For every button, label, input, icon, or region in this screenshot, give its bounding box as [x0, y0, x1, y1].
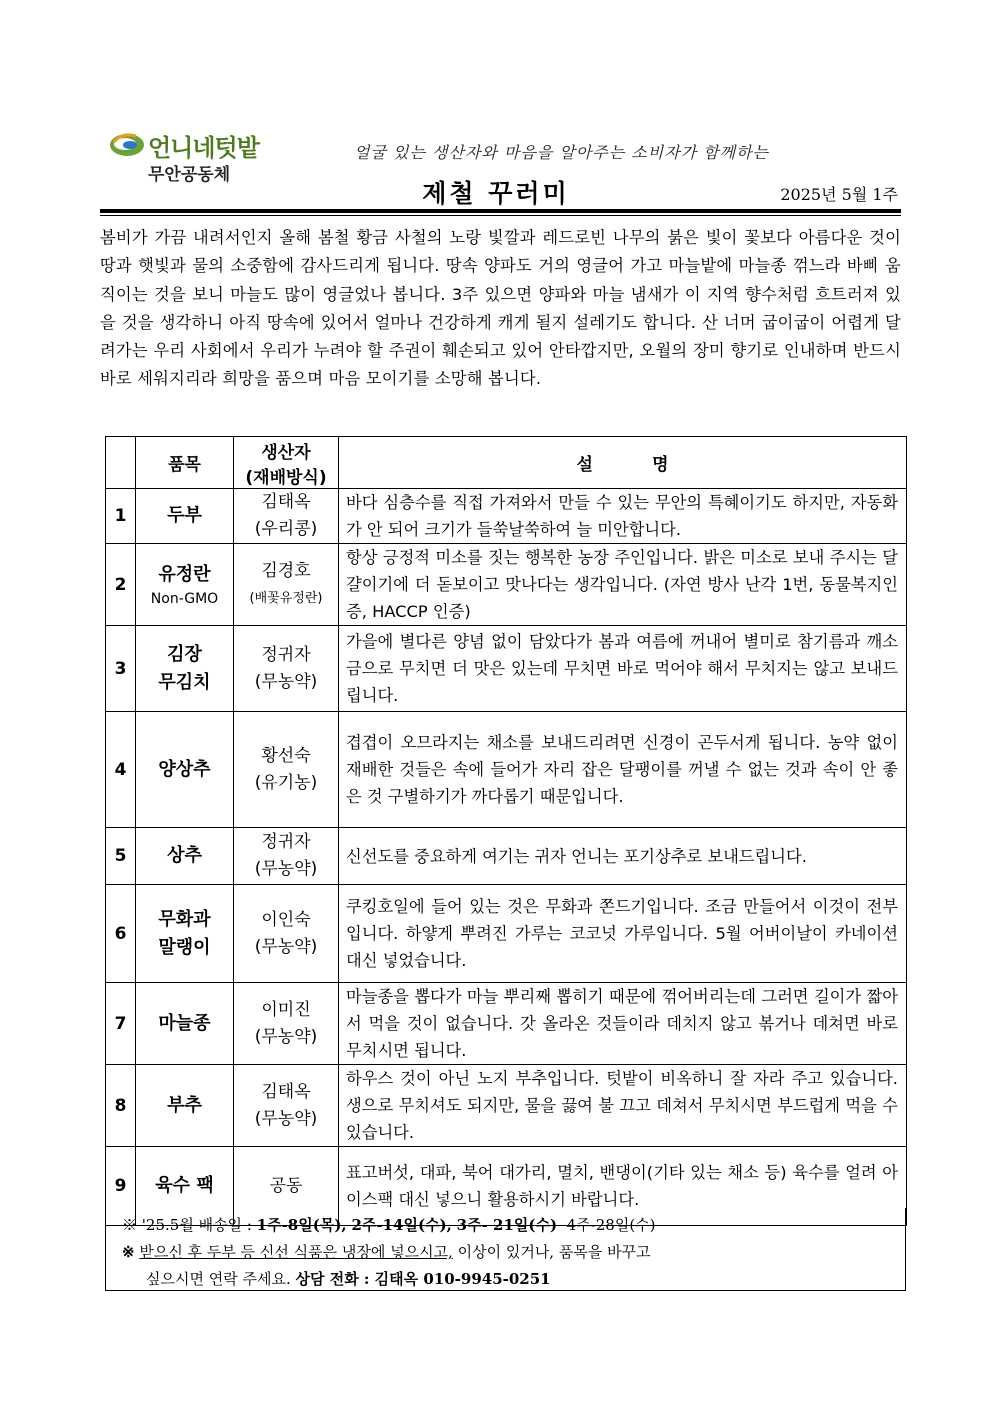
producer-name: 김경호: [261, 560, 311, 581]
item-name-cell: [136, 544, 234, 626]
brand-name: 언니네텃밭: [148, 133, 259, 162]
header-item: 품목: [136, 437, 234, 489]
producer-name: 이인숙: [261, 909, 311, 930]
header-rule-thin: [100, 215, 901, 216]
item-name: 부추: [167, 1094, 202, 1116]
item-description: 신선도를 중요하게 여기는 귀자 언니는 포기상추로 보내드립니다.: [339, 828, 907, 885]
page-title: 제철 꾸러미: [422, 179, 570, 208]
header-number: [106, 437, 136, 489]
delivery-week4: 4주-28일(수): [566, 1216, 656, 1234]
delivery-schedule: [122, 1214, 656, 1235]
producer-name: 황선숙: [261, 745, 311, 766]
item-note: Non-GMO: [150, 590, 219, 607]
table-row: [106, 885, 907, 983]
item-description: 항상 긍정적 미소를 짓는 행복한 농장 주인입니다. 밝은 미소로 보내 주시는 달걀이기에 더 돋보이고 맛나다는 생각입니다. (자연 방사 난각 1번, 동물복지인증, HACCP 인증): [339, 544, 907, 626]
table-row: [106, 712, 907, 828]
item-name: 두부: [167, 505, 202, 526]
item-name-cell: [136, 983, 234, 1065]
note-mark: ※: [122, 1216, 138, 1234]
producer-cell: [234, 885, 339, 983]
item-name: 말랭이: [158, 936, 211, 958]
item-name: 상추: [167, 845, 202, 866]
storage-notice-rest: 이상이 있거나, 품목을 바꾸고: [452, 1243, 651, 1261]
producer-name: 공동: [269, 1175, 303, 1196]
header-description: 설 명: [339, 437, 907, 489]
item-number: 1: [106, 489, 136, 544]
item-name: 무화과: [158, 908, 211, 930]
table-row: [106, 544, 907, 626]
farming-method: (무농약): [254, 1026, 318, 1047]
table-row: [106, 1065, 907, 1147]
item-number: 9: [106, 1147, 136, 1226]
delivery-week3: 3주- 21일(수): [456, 1216, 558, 1234]
note-mark-2: ※: [122, 1243, 135, 1261]
farming-method: (우리콩): [254, 519, 318, 539]
item-name-cell: [136, 828, 234, 885]
item-name-cell: [136, 1065, 234, 1147]
contact-phone: 상담 전화 : 김태옥 010-9945-0251: [295, 1270, 551, 1288]
item-name: 무김치: [158, 671, 211, 693]
item-name-cell: [136, 712, 234, 828]
table-row: [106, 983, 907, 1065]
producer-cell: [234, 712, 339, 828]
item-description: 겹겹이 오므라지는 채소를 보내드리려면 신경이 곤두서게 됩니다. 농약 없이 재배한 것들은 속에 들어가 자리 잡은 달팽이를 꺼낼 수 없는 것과 속이 안 좋은 것 구별하기가 까다롭기 때문입니다.: [339, 712, 907, 828]
brand-subtitle: 무안공동체: [148, 165, 231, 185]
producer-cell: [234, 828, 339, 885]
item-number: 3: [106, 626, 136, 712]
item-name-cell: [136, 626, 234, 712]
item-number: 2: [106, 544, 136, 626]
producer-name: 김태옥: [261, 492, 311, 512]
table-row: [106, 489, 907, 544]
item-description: 가을에 별다른 양념 없이 담았다가 봄과 여름에 꺼내어 별미로 참기름과 깨소금으로 무치면 더 맛은 있는데 무치면 바로 먹어야 해서 무치지는 않고 보내드립니다.: [339, 626, 907, 712]
delivery-week2: 2주-14일(수),: [351, 1216, 452, 1234]
contact-request: 싶으시면 연락 주세요.: [146, 1270, 291, 1288]
item-description: 바다 심층수를 직접 가져와서 만들 수 있는 무안의 특혜이기도 하지만, 자동화가 안 되어 크기가 들쑥날쑥하여 늘 미안합니다.: [339, 489, 907, 544]
producer-cell: [234, 983, 339, 1065]
item-number: 4: [106, 712, 136, 828]
intro-paragraph: 봄비가 가끔 내려서인지 올해 봄철 황금 사철의 노랑 빛깔과 레드로빈 나무의 붉은 빛이 꽃보다 아름다운 것이 땅과 햇빛과 물의 소중함에 감사드리게 됩니다. 땅속 양파도 거의 영글어 가고 마늘밭에 마늘종 꺾느라 바삐 움직이는 것을 보니 마늘도 많이 영글었나 봅니다. 3주 있으면 양파와 마늘 냄새가 이 지역 향수처럼 흐트러져 있을 것을 생각하니 아직 땅속에 있어서 얼마나 건강하게 캐게 될지 설레기도 합니다. 산 너머 굽이굽이 어렵게 달려가는 우리 사회에서 우리가 누려야 할 주권이 훼손되고 있어 안타깝지만, 오월의 장미 향기로 인내하며 반드시 바로 세워지리라 희망을 품으며 마음 모이기를 소망해 봅니다.: [100, 228, 902, 389]
item-name: 육수 팩: [155, 1175, 214, 1196]
producer-name: 정귀자: [261, 832, 311, 852]
item-description: 표고버섯, 대파, 북어 대가리, 멸치, 밴댕이(기타 있는 채소 등) 육수를 얼려 아이스팩 대신 넣으니 활용하시기 바랍니다.: [339, 1147, 907, 1226]
producer-name: 정귀자: [261, 644, 311, 665]
item-name: 김장: [167, 643, 202, 665]
footer-box: [105, 1208, 906, 1291]
item-table: [105, 436, 907, 1226]
header-producer-label: 생산자: [261, 442, 311, 463]
contact-line: [146, 1268, 551, 1289]
item-number: 7: [106, 983, 136, 1065]
table-row: [106, 828, 907, 885]
farming-method: (무농약): [254, 671, 318, 692]
farming-method: (무농약): [254, 859, 318, 879]
farming-method: (무농약): [254, 1108, 318, 1129]
sprout-logo-icon: [108, 130, 146, 158]
item-description: 마늘종을 뽑다가 마늘 뿌리째 뽑히기 때문에 꺾어버리는데 그러면 길이가 짧아서 먹을 것이 없습니다. 갓 올라온 것들이라 데치지 않고 볶거나 데쳐면 바로 무치시면 됩니다.: [339, 983, 907, 1065]
farming-method: (무농약): [254, 936, 318, 957]
item-description: 쿠킹호일에 들어 있는 것은 무화과 쫀드기입니다. 조금 만들어서 이것이 전부입니다. 하얗게 뿌려진 가루는 코코넛 가루입니다. 5월 어버이날이 카네이션 대신 넣었습니다.: [339, 885, 907, 983]
item-description: 하우스 것이 아닌 노지 부추입니다. 텃밭이 비옥하니 잘 자라 주고 있습니다. 생으로 무치셔도 되지만, 물을 끓여 불 끄고 데쳐서 무치시면 부드럽게 먹을 수 있습니다.: [339, 1065, 907, 1147]
item-name-cell: [136, 885, 234, 983]
item-name: 마늘종: [158, 1012, 211, 1034]
item-name: 양상추: [158, 758, 211, 780]
delivery-label: '25.5월 배송일 :: [141, 1216, 252, 1234]
producer-cell: [234, 544, 339, 626]
item-name-cell: [136, 489, 234, 544]
producer-name: 이미진: [261, 999, 311, 1020]
producer-name: 김태옥: [261, 1081, 311, 1102]
producer-cell: [234, 489, 339, 544]
table-row: [106, 626, 907, 712]
header-producer: [234, 437, 339, 489]
storage-notice: [122, 1241, 651, 1262]
item-number: 6: [106, 885, 136, 983]
delivery-week1: 1주-8일(목),: [256, 1216, 347, 1234]
producer-cell: [234, 626, 339, 712]
item-number: 5: [106, 828, 136, 885]
header-rule: [100, 209, 901, 213]
table-header-row: [106, 437, 907, 489]
header-method-label: (재배방식): [245, 467, 327, 488]
farming-method: (배꽃유정란): [249, 590, 323, 606]
producer-cell: [234, 1065, 339, 1147]
item-name: 유정란: [158, 563, 211, 585]
farming-method: (유기농): [254, 772, 318, 793]
storage-notice-underlined: 받으신 후 두부 등 신선 식품은 냉장에 넣으시고,: [139, 1243, 453, 1261]
slogan: 얼굴 있는 생산자와 마음을 알아주는 소비자가 함께하는: [354, 143, 770, 162]
issue-date: 2025년 5월 1주: [780, 185, 898, 204]
item-number: 8: [106, 1065, 136, 1147]
